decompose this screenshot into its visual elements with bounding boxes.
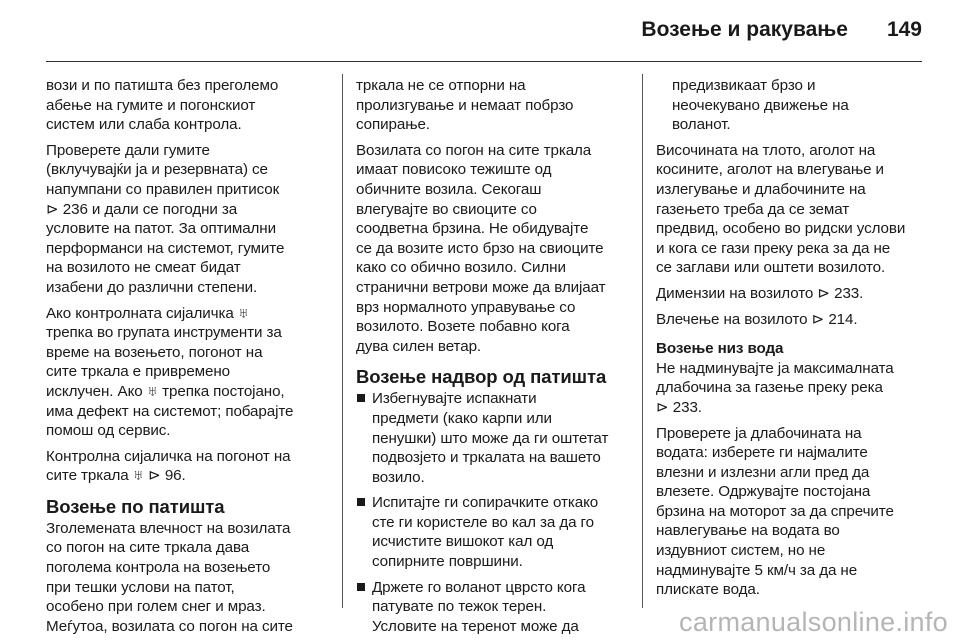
text-line: Проверете ја длабочината на [656,424,862,442]
section-heading: Возење по патишта [46,495,225,517]
text-line: врз нормалното управување со [356,298,576,316]
bullet-text [372,389,634,487]
bullet-continuation [656,76,924,135]
text-line: плискате вода. [656,581,760,599]
section-heading: Возење надвор од патишта [356,366,607,388]
page-header [0,0,960,58]
text-line: сопирање. [356,116,430,134]
text-line: патувате по тежок терен. [372,598,547,616]
text-line: условите на патот. За оптимални [46,220,276,238]
text-line: ⊳ 236 и дали се погодни за [46,200,238,218]
text-line: предмети (како карпи или [372,409,552,427]
bullet-text [372,493,634,571]
paragraph [46,141,328,298]
text-line: предизвикаат брзо и [672,77,816,94]
text-line: Ако контролната сијаличка ♅ [46,304,250,322]
text-line: се заглави или оштети возилото. [656,259,886,277]
text-line: брзина на моторот за да спречите [656,502,894,520]
column-middle [356,76,634,642]
text-line: Не надминувајте ја максималната [656,359,894,377]
text-line: Држете го воланот цврсто кога [372,578,586,596]
column-left [46,76,328,642]
paragraph [356,141,634,357]
text-line: вози и по патишта без преголемо [46,77,279,94]
bullet-item [356,578,634,637]
paragraph [46,447,328,486]
paragraph [656,284,924,304]
paragraph [656,141,924,278]
text-line: има дефект на системот; побарајте [46,402,294,420]
text-line: напумпани со правилен притисок [46,180,280,198]
bullet-text [672,76,924,135]
text-line: длабочина за газење преку река [656,379,883,397]
text-line: сопирните површини. [372,553,523,571]
paragraph [46,519,328,637]
text-line: Височината на тлото, аголот на [656,141,876,159]
text-line: се да возите исто брзо на свиоците [356,239,604,257]
text-line: возилото. Возете побавно кога [356,318,570,336]
text-line: неочекувано движење на [672,96,849,114]
text-line: навлегување на водата во [656,522,840,540]
text-line: тркала не се отпорни на [356,77,526,94]
paragraph [656,310,924,330]
text-line: водата: изберете ги најмалите [656,444,868,462]
paragraph [46,304,328,441]
text-line: Влечење на возилото ⊳ 214. [656,310,858,328]
text-line: помош од сервис. [46,422,171,440]
column-divider-left [342,74,343,608]
bullet-item [356,493,634,571]
bullet-text [372,578,634,637]
text-line: влезете. Одржувајте постојана [656,483,871,501]
page-number: 149 [886,18,922,41]
text-line: сите тркала е привремено [46,363,230,381]
text-line: Зголемената влечност на возилата [46,519,291,537]
text-line: сите тркала ♅ ⊳ 96. [46,467,186,485]
bullet-square-icon [357,498,365,506]
column-divider-right [642,74,643,608]
text-line: косините, аголот на влегување и [656,161,884,179]
text-line: со погон на сите тркала дава [46,539,250,557]
bullet-square-icon [357,394,365,402]
section-heading: Возење низ вода [656,340,784,358]
text-line: возило. [372,468,425,486]
text-line: обичните возила. Секогаш [356,180,542,198]
text-line: пенушки) што може да ги оштетат [372,429,609,447]
text-line: издувниот систем, но не [656,542,826,560]
bullet-item [356,389,634,487]
text-line: исчистите вишокот кал од [372,533,554,551]
text-line: Возилата со погон на сите тркала [356,141,592,159]
text-line: како со обично возило. Силни [356,259,566,277]
text-line: Избегнувајте испакнати [372,390,537,408]
text-line: перформанси на системот, гумите [46,239,285,257]
text-line: воланот. [672,116,731,134]
text-line: странични ветрови може да влијаат [356,278,606,296]
text-line: сте ги користеле во кал за да го [372,513,595,531]
text-line: на возилото не смеат бидат [46,259,241,277]
page-title: Возење и ракување [641,18,848,41]
text-line: систем или слаба контрола. [46,116,242,134]
text-line: Проверете дали гумите [46,141,210,159]
text-line: абење на гумите и погонскиот [46,96,256,114]
text-line: предвид, особено во ридски услови [656,220,906,238]
text-line: пролизгување и немаат побрзо [356,96,574,114]
text-line: Меѓутоа, возилата со погон на сите [46,617,293,635]
text-line: при тешки услови на патот, [46,578,235,596]
text-line: исклучен. Ако ♅ трепка постојано, [46,382,285,400]
text-line: имаат повисоко тежиште од [356,161,552,179]
text-line: дува силен ветар. [356,337,482,355]
paragraph [656,424,924,600]
paragraph [656,359,924,418]
bullet-square-icon [357,583,365,591]
text-line: излегување и длабочините на [656,180,866,198]
header-divider [46,61,922,62]
watermark: carmanualsonline.info [679,607,948,637]
text-line: ⊳ 233. [656,398,702,416]
text-line: Контролна сијаличка на погонот на [46,447,291,465]
text-line: влегувајте во свиоците со [356,200,537,218]
text-line: Испитајте ги сопирачките откако [372,494,599,512]
text-line: (вклучувајќи ја и резервната) се [46,161,268,179]
paragraph [356,76,634,135]
text-line: надминувајте 5 км/ч за да не [656,561,858,579]
text-line: особено при голем снег и мраз. [46,598,266,616]
text-line: изабени до различни степени. [46,278,258,296]
text-line: време на возењето, погонот на [46,343,263,361]
text-line: подвозјето и тркалата на вашето [372,449,601,467]
text-line: поголема контрола на возењето [46,559,271,577]
text-line: трепка во групата инструменти за [46,324,282,342]
text-line: Условите на теренот може да [372,617,579,635]
text-line: и кога се гази преку река за да не [656,239,891,257]
paragraph [46,76,328,135]
text-line: влезни и излезни агли пред да [656,463,870,481]
text-line: соодветна брзина. Не обидувајте [356,220,589,238]
text-line: газењето треба да се земат [656,200,850,218]
text-line: Димензии на возилото ⊳ 233. [656,284,864,302]
column-right [656,76,924,606]
